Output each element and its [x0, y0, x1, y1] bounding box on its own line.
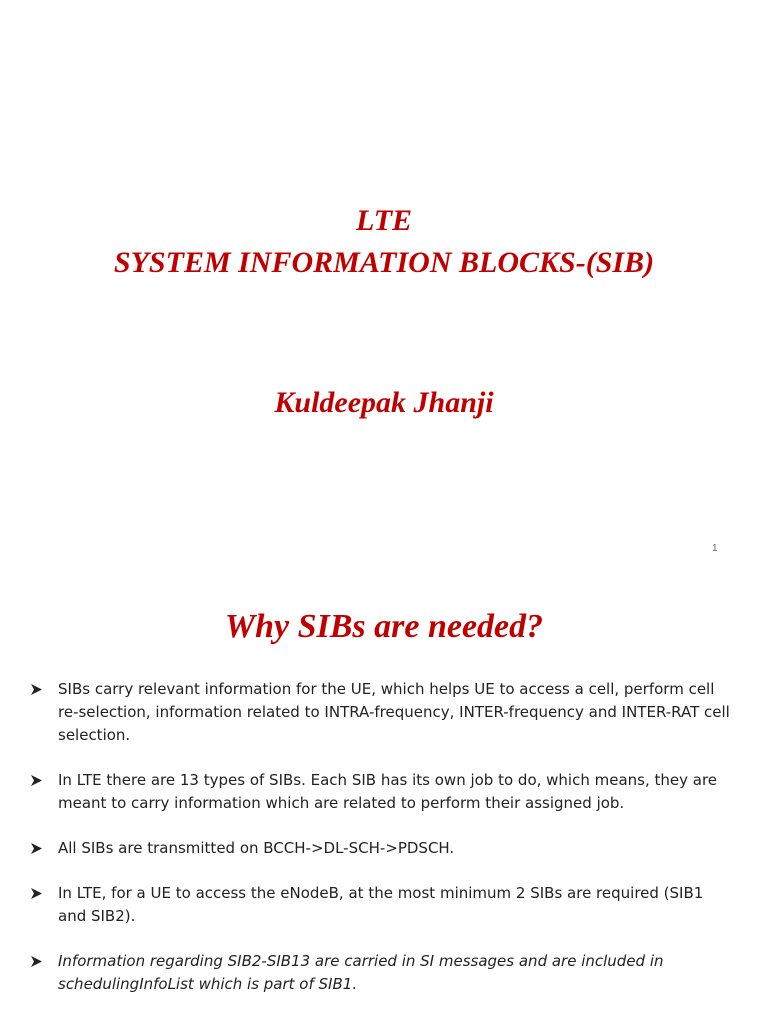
- title-line-lte: LTE: [355, 204, 413, 237]
- bullet-text: SIBs carry relevant information for the UE, which helps UE to access a cell, perform cell re-selection, information related to INTRA-frequency, INTER-frequency and INTER-RAT cell selection.: [58, 680, 730, 744]
- title-line-sib: SYSTEM INFORMATION BLOCKS-(SIB): [113, 246, 655, 279]
- arrowhead-bullet-icon: [30, 882, 48, 905]
- bullet-item: [30, 678, 730, 747]
- bullet-text: All SIBs are transmitted on BCCH->DL-SCH->PDSCH.: [58, 839, 455, 857]
- arrowhead-bullet-icon: [30, 837, 48, 860]
- author-name: Kuldeepak Jhanji: [274, 386, 494, 419]
- arrowhead-bullet-icon: [30, 769, 48, 792]
- bullet-item: [30, 837, 730, 860]
- bullet-item: [30, 769, 730, 815]
- bullet-item: [30, 882, 730, 928]
- arrowhead-bullet-icon: [30, 678, 48, 701]
- bullet-list: [30, 678, 730, 1018]
- page-number: 1: [712, 543, 718, 554]
- bullet-item: [30, 950, 730, 996]
- slide-why-sibs: [0, 575, 768, 1024]
- bullet-text: Information regarding SIB2-SIB13 are carried in SI messages and are included in schedulingInfoList which is part of SIB1.: [58, 952, 664, 993]
- bullet-text: In LTE there are 13 types of SIBs. Each SIB has its own job to do, which means, they are meant to carry information which are related to perform their assigned job.: [58, 771, 718, 812]
- arrowhead-bullet-icon: [30, 950, 48, 973]
- bullet-text: In LTE, for a UE to access the eNodeB, at the most minimum 2 SIBs are required (SIB1 and SIB2).: [58, 884, 704, 925]
- slide-heading: Why SIBs are needed?: [224, 608, 544, 645]
